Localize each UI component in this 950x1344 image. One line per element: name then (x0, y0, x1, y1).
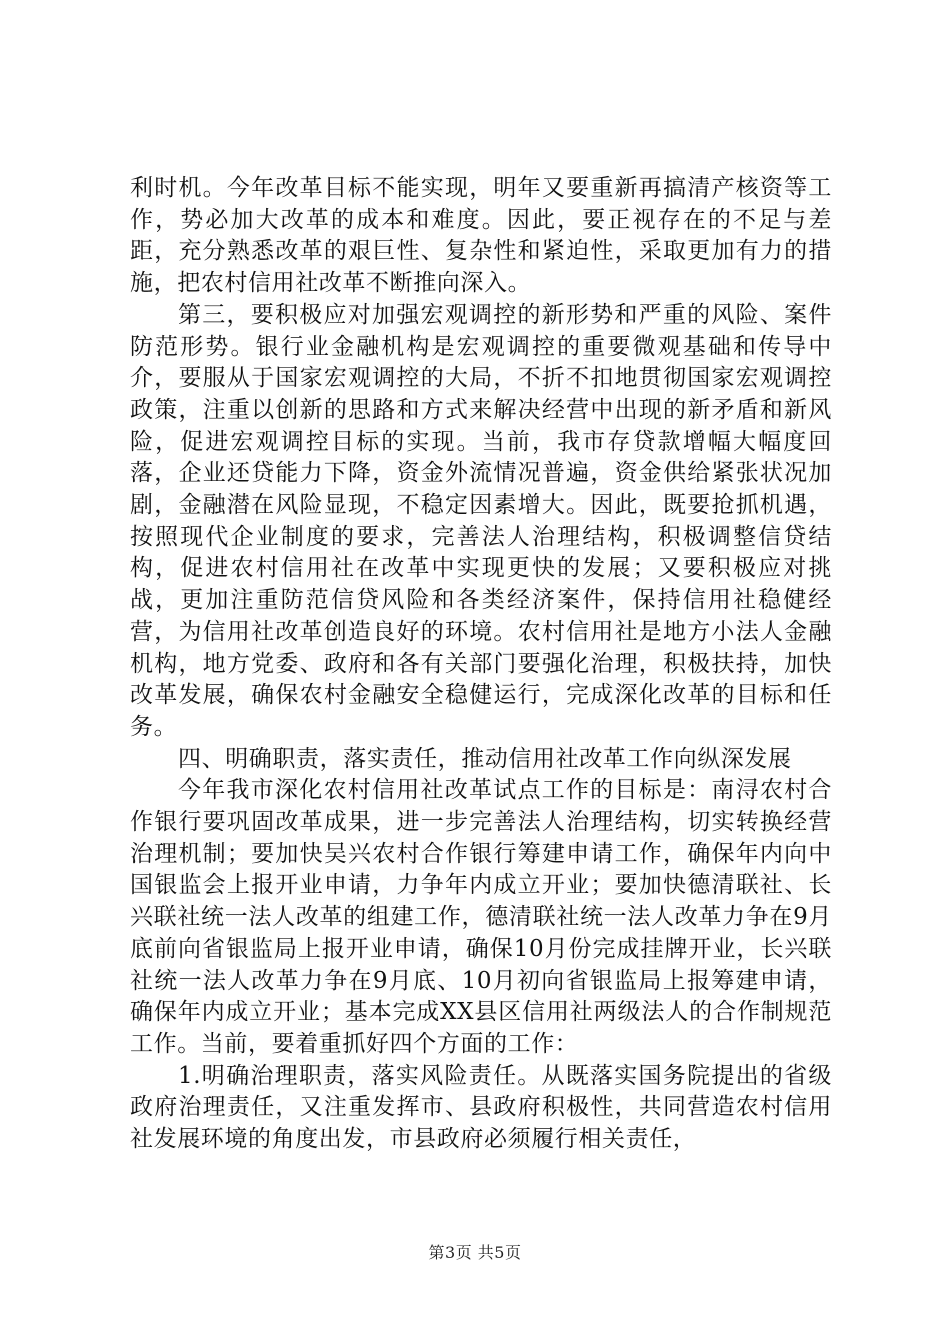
document-body (130, 173, 832, 1156)
paragraph-goals: 今年我市深化农村信用社改革试点工作的目标是：南浔农村合作银行要巩固改革成果，进一步完善法人治理结构，切实转换经营治理机制；要加快吴兴农村合作银行筹建申请工作，确保年内向中国银监会上报开业申请，力争年内成立开业；要加快德清联社、长兴联社统一法人改革的组建工作，德清联社统一法人改革力争在9月底前向省银监局上报开业申请，确保10月份完成挂牌开业，长兴联社统一法人改革力争在9月底、10月初向省银监局上报筹建申请，确保年内成立开业；基本完成XX县区信用社两级法人的合作制规范工作。当前，要着重抓好四个方面的工作： (130, 777, 832, 1057)
section-heading-four: 四、明确职责，落实责任，推动信用社改革工作向纵深发展 (178, 745, 792, 772)
paragraph-item-one: 1.明确治理职责，落实风险责任。从既落实国务院提出的省级政府治理责任，又注重发挥市、县政府积极性，共同营造农村信用社发展环境的角度出发，市县政府必须履行相关责任， (130, 1062, 832, 1153)
page-number-footer: 第3页 共5页 (428, 1243, 522, 1262)
paragraph-third-point: 第三，要积极应对加强宏观调控的新形势和严重的风险、案件防范形势。银行业金融机构是宏观调控的重要微观基础和传导中介，要服从于国家宏观调控的大局，不折不扣地贯彻国家宏观调控政策，注重以创新的思路和方式来解决经营中出现的新矛盾和新风险，促进宏观调控目标的实现。当前，我市存贷款增幅大幅度回落，企业还贷能力下降，资金外流情况普遍，资金供给紧张状况加剧，金融潜在风险显现，不稳定因素增大。因此，既要抢抓机遇，按照现代企业制度的要求，完善法人治理结构，积极调整信贷结构，促进农村信用社在改革中实现更快的发展；又要积极应对挑战，更加注重防范信贷风险和各类经济案件，保持信用社稳健经营，为信用社改革创造良好的环境。农村信用社是地方小法人金融机构，地方党委、政府和各有关部门要强化治理，积极扶持，加快改革发展，确保农村金融安全稳健运行，完成深化改革的目标和任务。 (130, 301, 832, 740)
paragraph-continuation: 利时机。今年改革目标不能实现，明年又要重新再搞清产核资等工作，势必加大改革的成本和难度。因此，要正视存在的不足与差距，充分熟悉改革的艰巨性、复杂性和紧迫性，采取更加有力的措施，把农村信用社改革不断推向深入。 (130, 175, 832, 297)
